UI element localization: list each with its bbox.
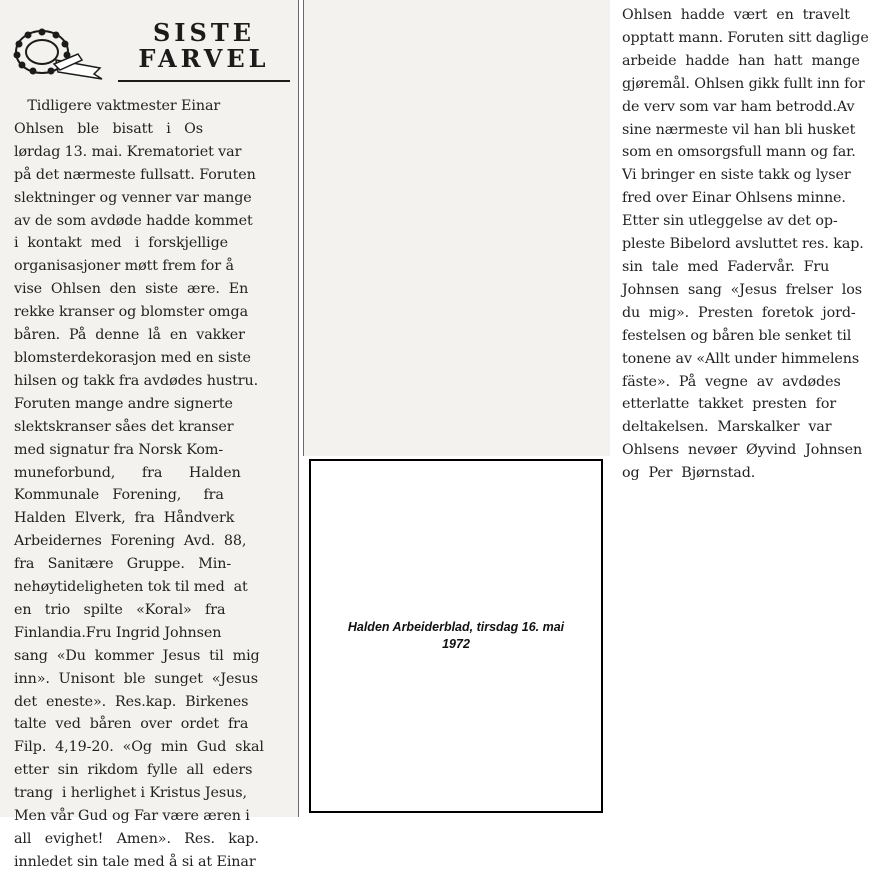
article-right-line: tonene av «Allt under himmelens [622, 350, 860, 367]
article-left-line: vise Ohlsen den siste ære. En [14, 281, 249, 298]
article-right-line: pleste Bibelord avsluttet res. kap. [622, 236, 864, 253]
article-left-line: slektninger og venner var mange [14, 189, 252, 206]
article-left-line: inn». Unisont ble sunget «Jesus [14, 670, 258, 687]
article-left-line: organisasjoner møtt frem for å [14, 258, 234, 275]
article-left-line: med signatur fra Norsk Kom- [14, 441, 224, 458]
article-text-right [622, 4, 869, 485]
article-right-line: fäste». På vegne av avdødes [622, 373, 841, 390]
right-column [303, 0, 869, 482]
article-left-line: Ohlsen ble bisatt i Os [14, 120, 203, 137]
article-right-line: som en omsorgsfull mann og far. [622, 144, 856, 161]
article-right-line: deltakelsen. Marskalker var [622, 419, 832, 436]
article-right-line: gjøremål. Ohlsen gikk fullt inn for [622, 75, 865, 92]
article-left-line: Tidligere vaktmester Einar [27, 98, 221, 114]
title-line-1: SISTE [152, 18, 256, 47]
wreath-icon [8, 24, 108, 80]
article-left-line: Foruten mange andre signerte [14, 395, 233, 412]
caption-box [309, 459, 603, 813]
article-right-line: Vi bringer en siste takk og lyser [622, 167, 851, 184]
article-right-line: du mig». Presten foretok jord- [622, 304, 856, 321]
article-right-line: opptatt mann. Foruten sitt daglige [622, 29, 869, 46]
article-right-line: festelsen og båren ble senket til [622, 327, 852, 344]
article-left-line: Filp. 4,19-20. «Og min Gud skal [14, 739, 264, 756]
article-left-line: det eneste». Res.kap. Birkenes [14, 693, 249, 710]
article-left-line: i kontakt med i forskjellige [14, 235, 229, 252]
article-left-line: etter sin rikdom fylle all eders [14, 762, 253, 779]
left-column [0, 0, 299, 870]
article-left-line: Finlandia.Fru Ingrid Johnsen [14, 624, 222, 641]
article-left-line: muneforbund, fra Halden [14, 464, 241, 481]
article-right-line: sine nærmeste vil han bli husket [622, 121, 856, 138]
article-right-line: Johnsen sang «Jesus frelser los [622, 281, 862, 298]
article-left-line: sang «Du kommer Jesus til mig [14, 647, 260, 664]
article-right-line: fred over Einar Ohlsens minne. [622, 190, 846, 207]
article-left-line: blomsterdekorasjon med en siste [14, 349, 251, 366]
source-caption: Halden Arbeiderblad, tirsdag 16. mai 1972 [347, 620, 565, 651]
article-left-line: hilsen og takk fra avdødes hustru. [14, 372, 259, 389]
article-right-line: arbeide hadde han hatt mange [622, 52, 860, 69]
article-right-line: Etter sin utleggelse av det op- [622, 213, 838, 230]
title-line-2: FARVEL [138, 44, 270, 73]
article-right-line: de verv som var ham betrodd.Av [622, 98, 855, 115]
article-text-left [14, 95, 264, 874]
article-left-line: all evighet! Amen». Res. kap. [14, 831, 259, 847]
article-left-line: Kommunale Forening, fra [14, 487, 224, 504]
article-right-line: Ohlsen hadde vært en travelt [622, 7, 850, 23]
article-left-line: en trio spilte «Koral» fra [14, 601, 226, 618]
article-left-line: båren. På denne lå en vakker [14, 327, 245, 344]
obituary-header [8, 20, 290, 84]
article-left-line: innledet sin tale med å si at Einar [14, 853, 256, 870]
article-left-line: på det nærmeste fullsatt. Foruten [14, 166, 256, 183]
article-left-line: talte ved båren over ordet fra [14, 716, 249, 733]
article-left-line: fra Sanitære Gruppe. Min- [14, 556, 232, 573]
obituary-title [118, 20, 290, 72]
article-right-line: Ohlsens nevøer Øyvind Johnsen [622, 442, 863, 459]
article-left-line: slektskranser såes det kranser [14, 418, 234, 435]
title-underline [118, 80, 290, 82]
article-left-line: rekke kranser og blomster omga [14, 304, 248, 321]
article-left-line: lørdag 13. mai. Krematoriet var [14, 143, 242, 160]
article-left-line: trang i herlighet i Kristus Jesus, [14, 785, 247, 802]
article-right-line: etterlatte takket presten for [622, 396, 837, 413]
article-right-line: og Per Bjørnstad. [622, 465, 756, 482]
article-right-line: sin tale med Fadervår. Fru [622, 258, 830, 275]
article-left-line: av de som avdøde hadde kommet [14, 212, 253, 229]
article-left-line: Halden Elverk, fra Håndverk [14, 510, 235, 527]
article-left-line: Men vår Gud og Far være æren i [14, 808, 250, 825]
article-left-line: Arbeidernes Forening Avd. 88, [14, 533, 247, 550]
article-left-line: nehøytideligheten tok til med at [14, 579, 248, 596]
